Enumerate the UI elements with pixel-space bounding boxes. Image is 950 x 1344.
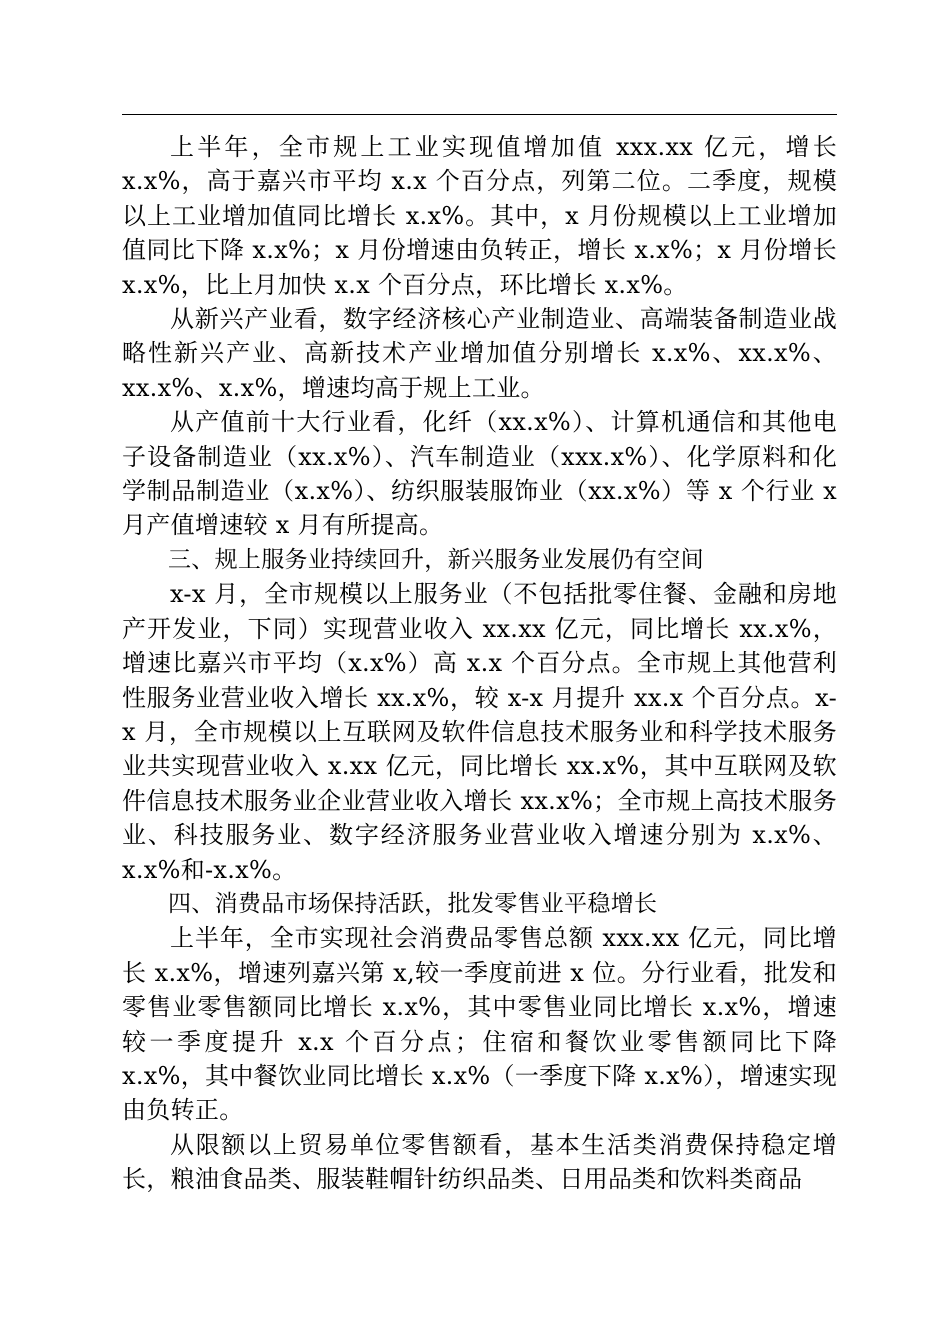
section-heading-services: 三、规上服务业持续回升，新兴服务业发展仍有空间 bbox=[168, 546, 704, 573]
paragraph-retail-sales: 上半年，全市实现社会消费品零售总额 xxx.xx 亿元，同比增长 x.x%，增速列嘉兴第 x,较一季度前进 x 位。分行业看，批发和零售业零售额同比增长 x.x%，其中零售业同比增长 x.x%，增速较一季度提升 x.x 个百分点；住宿和餐饮业零售额同比下降 x.x%，其中餐饮业同比增长 x.x%（一季度下降 x.x%），增速实现由负转正。 bbox=[122, 924, 837, 1125]
document-body bbox=[122, 130, 837, 1197]
paragraph-above-quota-retail: 从限额以上贸易单位零售额看，基本生活类消费保持稳定增长，粮油食品类、服装鞋帽针纺织品类、日用品类和饮料类商品 bbox=[122, 1130, 837, 1194]
paragraph-services-revenue: x-x 月，全市规模以上服务业（不包括批零住餐、金融和房地产开发业，下同）实现营业收入 xx.xx 亿元，同比增长 xx.x%，增速比嘉兴市平均（x.x%）高 x.x 个百分点。全市规上其他营利性服务业营业收入增长 xx.x%，较 x-x 月提升 xx.x 个百分点。x-x 月，全市规模以上互联网及软件信息技术服务业和科学技术服务业共实现营业收入 x.xx 亿元，同比增长 xx.x%，其中互联网及软件信息技术服务业企业营业收入增长 xx.x%；全市规上高技术服务业、科技服务业、数字经济服务业营业收入增速分别为 x.x%、x.x%和-x.x%。 bbox=[122, 580, 837, 884]
section-heading-consumer-market: 四、消费品市场保持活跃，批发零售业平稳增长 bbox=[168, 890, 658, 917]
paragraph-industrial-output: 上半年，全市规上工业实现值增加值 xxx.xx 亿元，增长 x.x%，高于嘉兴市平均 x.x 个百分点，列第二位。二季度，规模以上工业增加值同比增长 x.x%。其中，x 月份规模以上工业增加值同比下降 x.x%；x 月份增速由负转正，增长 x.x%；x 月份增长 x.x%，比上月加快 x.x 个百分点，环比增长 x.x%。 bbox=[122, 133, 837, 299]
paragraph-top-ten-industries: 从产值前十大行业看，化纤（xx.x%）、计算机通信和其他电子设备制造业（xx.x%）、汽车制造业（xxx.x%）、化学原料和化学制品制造业（x.x%）、纺织服装服饰业（xx.x%）等 x 个行业 x 月产值增速较 x 月有所提高。 bbox=[122, 408, 837, 540]
header-rule bbox=[122, 114, 837, 115]
paragraph-emerging-industries: 从新兴产业看，数字经济核心产业制造业、高端装备制造业战略性新兴产业、高新技术产业增加值分别增长 x.x%、xx.x%、xx.x%、x.x%，增速均高于规上工业。 bbox=[122, 305, 837, 402]
